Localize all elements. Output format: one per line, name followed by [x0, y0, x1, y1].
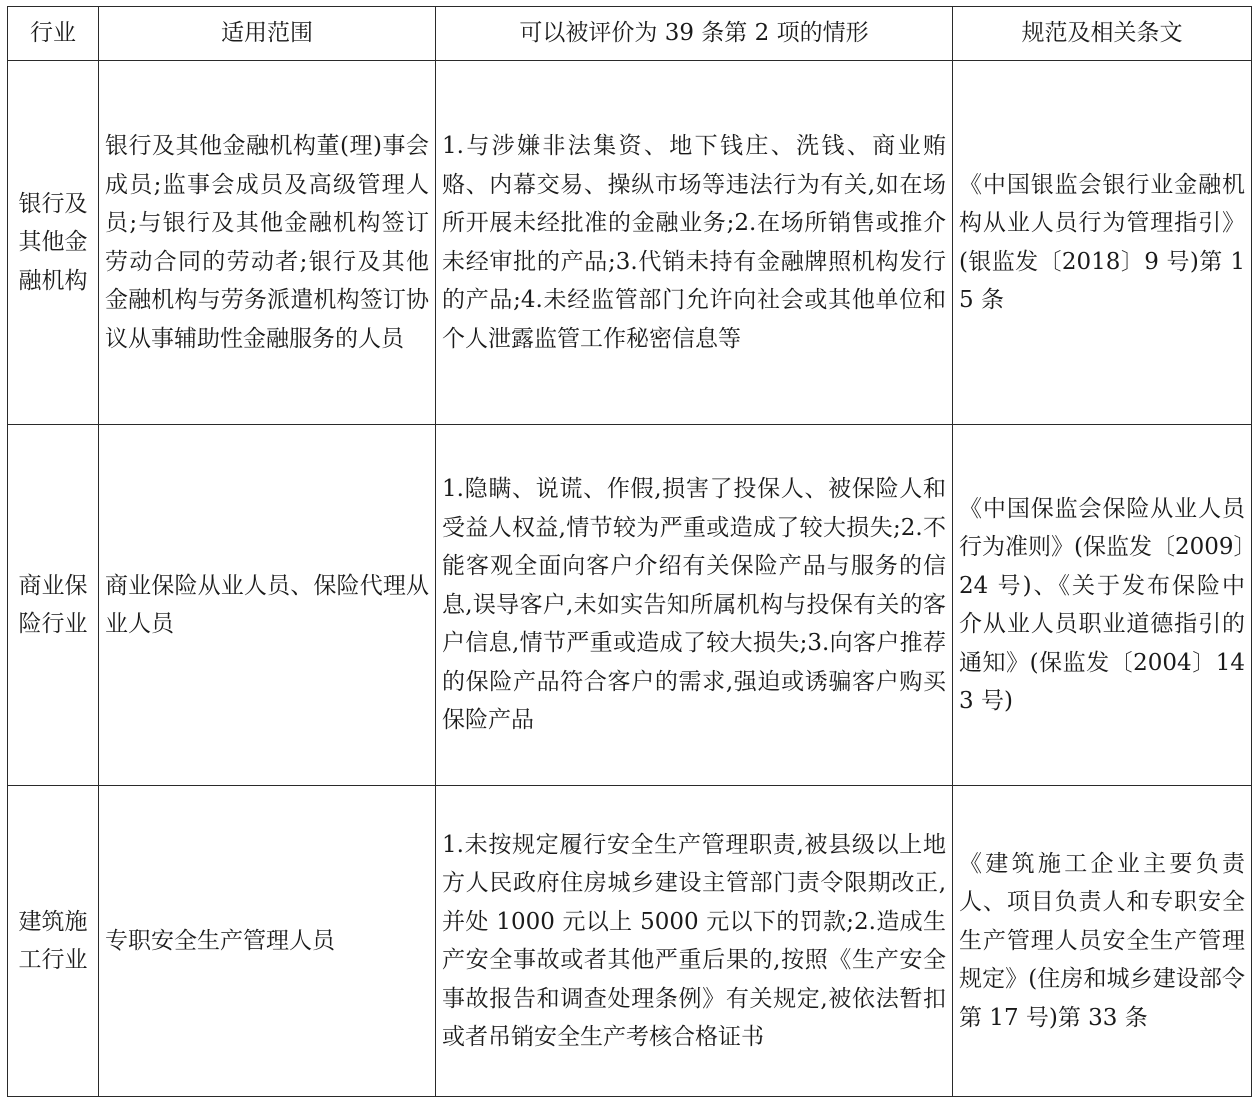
situations-cell: 1.未按规定履行安全生产管理职责,被县级以上地方人民政府住房城乡建设主管部门责令限期改正,并处 1000 元以上 5000 元以下的罚款;2.造成生产安全事故或者其他严重后果的,按照《生产安全事故报告和调查处理条例》有关规定,被依法暂扣或者吊销安全生产考核合格证书 — [436, 786, 953, 1097]
industry-cell: 商业保险行业 — [8, 425, 99, 786]
table-row — [8, 786, 1252, 1097]
industry-cell: 银行及其他金融机构 — [8, 61, 99, 425]
regulation-table — [7, 6, 1252, 1097]
table-row — [8, 61, 1252, 425]
situations-cell: 1.与涉嫌非法集资、地下钱庄、洗钱、商业贿赂、内幕交易、操纵市场等违法行为有关,如在场所开展未经批准的金融业务;2.在场所销售或推介未经审批的产品;3.代销未持有金融牌照机构发行的产品;4.未经监管部门允许向社会或其他单位和个人泄露监管工作秘密信息等 — [436, 61, 953, 425]
situations-cell: 1.隐瞒、说谎、作假,损害了投保人、被保险人和受益人权益,情节较为严重或造成了较大损失;2.不能客观全面向客户介绍有关保险产品与服务的信息,误导客户,未如实告知所属机构与投保有关的客户信息,情节严重或造成了较大损失;3.向客户推荐的保险产品符合客户的需求,强迫或诱骗客户购买保险产品 — [436, 425, 953, 786]
regulation-cell: 《中国保监会保险从业人员行为准则》(保监发〔2009〕24 号)、《关于发布保险中介从业人员职业道德指引的通知》(保监发〔2004〕143 号) — [953, 425, 1252, 786]
header-scope: 适用范围 — [99, 7, 436, 61]
header-industry: 行业 — [8, 7, 99, 61]
industry-cell: 建筑施工行业 — [8, 786, 99, 1097]
header-situations: 可以被评价为 39 条第 2 项的情形 — [436, 7, 953, 61]
regulation-cell: 《中国银监会银行业金融机构从业人员行为管理指引》(银监发〔2018〕9 号)第 15 条 — [953, 61, 1252, 425]
table-header-row — [8, 7, 1252, 61]
header-regulation: 规范及相关条文 — [953, 7, 1252, 61]
regulation-cell: 《建筑施工企业主要负责人、项目负责人和专职安全生产管理人员安全生产管理规定》(住房和城乡建设部令第 17 号)第 33 条 — [953, 786, 1252, 1097]
scope-cell: 商业保险从业人员、保险代理从业人员 — [99, 425, 436, 786]
scope-cell: 银行及其他金融机构董(理)事会成员;监事会成员及高级管理人员;与银行及其他金融机构签订劳动合同的劳动者;银行及其他金融机构与劳务派遣机构签订协议从事辅助性金融服务的人员 — [99, 61, 436, 425]
table-row — [8, 425, 1252, 786]
scope-cell: 专职安全生产管理人员 — [99, 786, 436, 1097]
